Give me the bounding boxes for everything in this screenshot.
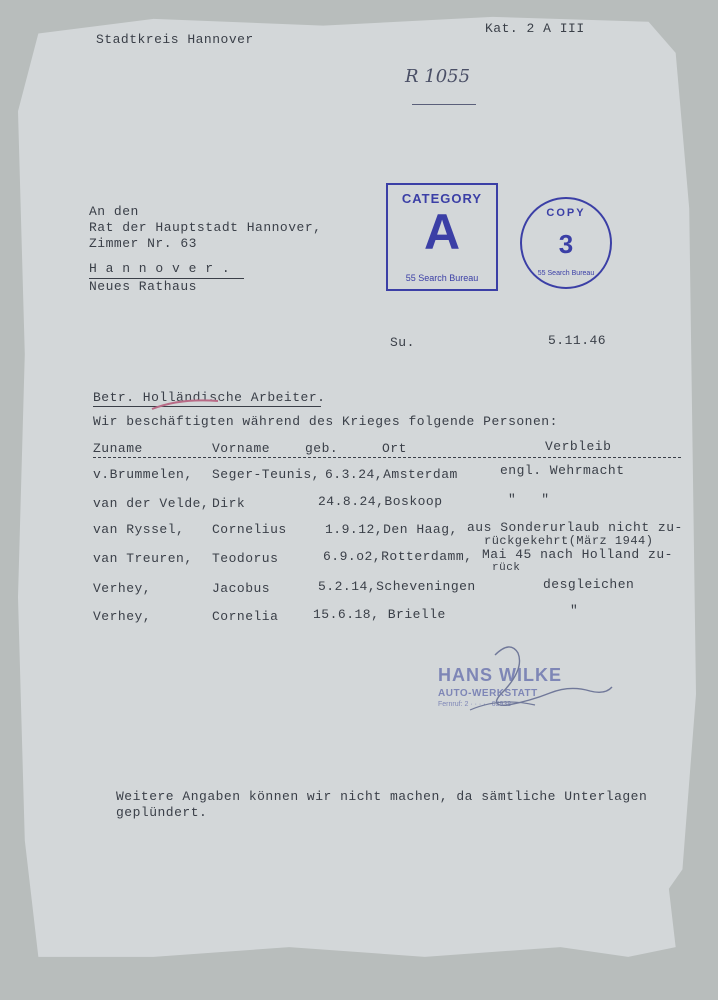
table-row-6-whereabouts: " — [570, 603, 579, 618]
company-stamp-subtitle: AUTO-WERKSTATT — [438, 688, 538, 699]
company-stamp-name: HANS WILKE — [438, 665, 562, 685]
copy-stamp-number: 3 — [558, 229, 574, 259]
header-rule — [93, 457, 681, 458]
category-stamp — [386, 183, 498, 291]
table-row-3-born-place: 1.9.12,Den Haag, — [325, 522, 458, 537]
closing-line1: Weitere Angaben können wir nicht machen, da sämtliche Unterlagen — [116, 789, 648, 804]
copy-stamp — [520, 197, 612, 289]
table-row-2-whereabouts: " " — [508, 492, 550, 507]
col-header-born: geb. — [305, 441, 339, 456]
recipient-line2: Rat der Hauptstadt Hannover, — [89, 220, 322, 235]
table-row-5-born-place: 5.2.14,Scheveningen — [318, 579, 476, 594]
closing-line2: geplündert. — [116, 805, 208, 820]
col-header-place: Ort — [382, 441, 407, 456]
category-stamp-title: CATEGORY — [401, 191, 483, 206]
table-row-4-surname: van Treuren, — [93, 551, 193, 566]
table-row-4-born-place: 6.9.o2,Rotterdamm, — [323, 549, 473, 564]
table-row-3-firstname: Cornelius — [212, 522, 287, 537]
table-row-4-whereabouts: Mai 45 nach Holland zu- — [482, 547, 673, 562]
table-row-6-firstname: Cornelia — [212, 609, 279, 624]
table-row-1-born-place: 6.3.24,Amsterdam — [325, 467, 458, 482]
table-row-5-surname: Verhey, — [93, 581, 152, 596]
table-row-3-surname: van Ryssel, — [93, 522, 185, 537]
table-row-1-firstname: Seger-Teunis, — [212, 467, 320, 482]
table-row-4-whereabouts-cont: rück — [492, 562, 521, 574]
office-header: Stadtkreis Hannover — [96, 32, 254, 47]
table-row-5-whereabouts: desgleichen — [543, 577, 635, 592]
category-stamp-letter: A — [423, 204, 461, 260]
col-header-whereabouts: Verbleib — [545, 439, 612, 454]
handwritten-reference: R 1055 — [405, 66, 471, 87]
table-row-6-born-place: 15.6.18, Brielle — [313, 607, 446, 622]
table-row-4-firstname: Teodorus — [212, 551, 279, 566]
table-row-1-surname: v.Brummelen, — [93, 467, 193, 482]
recipient-line1: An den — [89, 204, 139, 219]
handwritten-underline — [412, 104, 476, 105]
recipient-city: H a n n o v e r . — [89, 261, 231, 276]
copy-stamp-title: COPY — [546, 207, 586, 219]
col-header-surname: Zuname — [93, 441, 143, 456]
table-row-1-whereabouts: engl. Wehrmacht — [500, 463, 625, 478]
red-pencil-mark — [150, 396, 220, 412]
letter-date: 5.11.46 — [548, 333, 607, 348]
handwritten-signature — [440, 635, 620, 725]
table-row-2-surname: van der Velde, — [93, 496, 210, 511]
table-row-6-surname: Verhey, — [93, 609, 152, 624]
table-row-2-firstname: Dirk — [212, 496, 246, 511]
recipient-line3: Zimmer Nr. 63 — [89, 236, 197, 251]
file-reference: Kat. 2 A III — [485, 21, 585, 36]
company-stamp-phone: Fernruf: 2 · · · · · 63938 — [438, 701, 512, 708]
intro-text: Wir beschäftigten während des Krieges folgende Personen: — [93, 414, 558, 429]
copy-stamp-footer: 55 Search Bureau — [537, 270, 595, 277]
subject-line: Betr. Holländische Arbeiter. — [93, 390, 326, 405]
table-row-3-whereabouts: aus Sonderurlaub nicht zu- — [467, 520, 683, 535]
col-header-firstname: Vorname — [212, 441, 271, 456]
initials: Su. — [390, 335, 415, 350]
category-stamp-footer: 55 Search Bureau — [405, 273, 479, 283]
table-row-2-born-place: 24.8.24,Boskoop — [318, 494, 443, 509]
table-row-3-whereabouts-cont: rückgekehrt(März 1944) — [484, 534, 654, 548]
table-row-5-firstname: Jacobus — [212, 581, 271, 596]
recipient-building: Neues Rathaus — [89, 279, 197, 294]
